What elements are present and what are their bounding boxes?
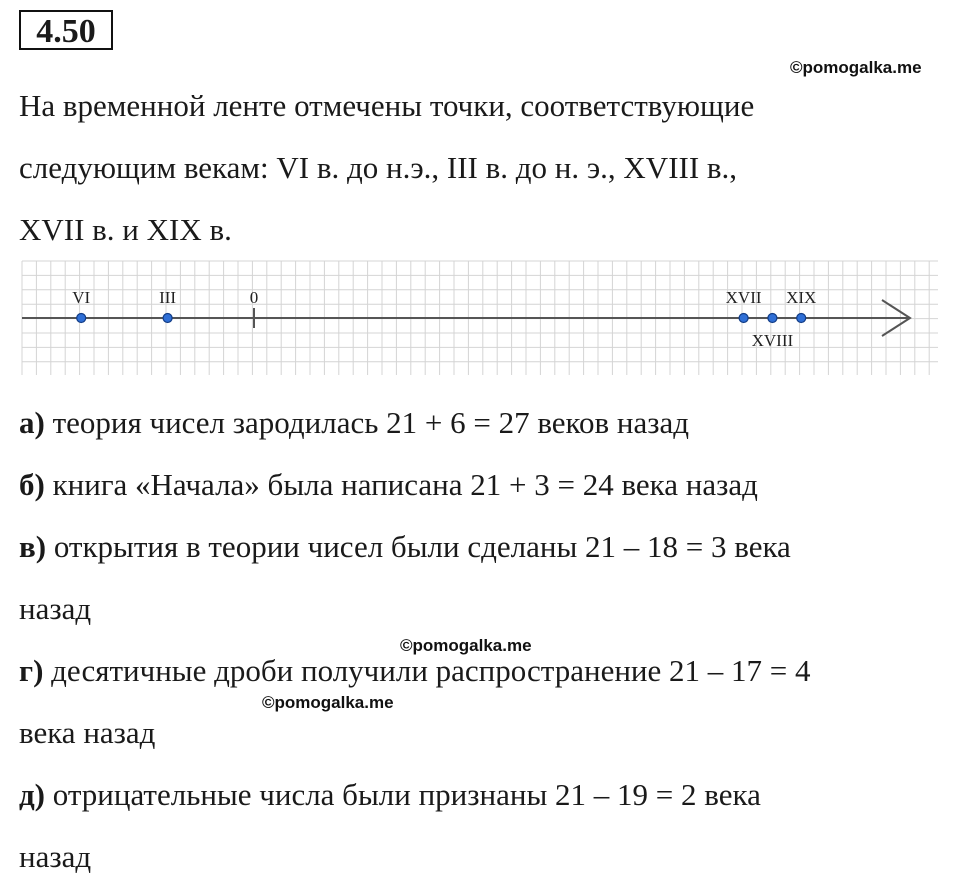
zero-label: 0 (249, 288, 259, 307)
watermark: ©pomogalka.me (262, 693, 394, 712)
statement-line: следующим векам: VI в. до н.э., III в. до н. э., XVIII в., (19, 150, 738, 185)
answer-letter: г) (19, 653, 44, 688)
timeline-point-label: XVIII (751, 331, 794, 350)
timeline-point (768, 314, 777, 323)
problem-number: 4.50 (19, 10, 113, 50)
timeline-point (739, 314, 748, 323)
answer-text: открытия в теории чисел были сделаны 21 – 18 = 3 века (53, 529, 791, 564)
timeline-point (797, 314, 806, 323)
answer-text: теория чисел зародилась 21 + 6 = 27 веков назад (52, 405, 690, 440)
answer-letter: б) (19, 467, 45, 502)
answer-letter: д) (19, 777, 46, 812)
answer-text: века назад (19, 715, 156, 750)
answer-letter: в) (19, 529, 47, 564)
answer-text: книга «Начала» была написана 21 + 3 = 24 века назад (52, 467, 758, 502)
timeline-point (77, 314, 86, 323)
answer-text: назад (19, 591, 92, 626)
timeline-point-label: VI (72, 288, 91, 307)
watermark: ©pomogalka.me (790, 58, 922, 77)
answer-line (19, 702, 939, 764)
answer-letter: а) (19, 405, 45, 440)
answer-line (19, 454, 939, 516)
answer-text: десятичные дроби получили распространение 21 – 17 = 4 (51, 653, 811, 688)
watermark: ©pomogalka.me (400, 636, 532, 655)
answer-text: назад (19, 839, 92, 874)
statement-line: XVII в. и XIX в. (19, 212, 232, 247)
statement-line: На временной ленте отмечены точки, соответствующие (19, 88, 755, 123)
timeline-point-label: XVII (725, 288, 762, 307)
timeline-diagram (0, 258, 960, 378)
answer-line (19, 516, 939, 578)
answers-list (19, 392, 939, 888)
answer-line (19, 826, 939, 888)
problem-statement (19, 75, 929, 261)
answer-line (19, 578, 939, 640)
timeline-point-label: XIX (786, 288, 817, 307)
answer-line (19, 764, 939, 826)
answer-line (19, 392, 939, 454)
timeline-point-label: III (159, 288, 177, 307)
answer-text: отрицательные числа были признаны 21 – 19 = 2 века (52, 777, 761, 812)
timeline-point (163, 314, 172, 323)
answer-line (19, 640, 939, 702)
